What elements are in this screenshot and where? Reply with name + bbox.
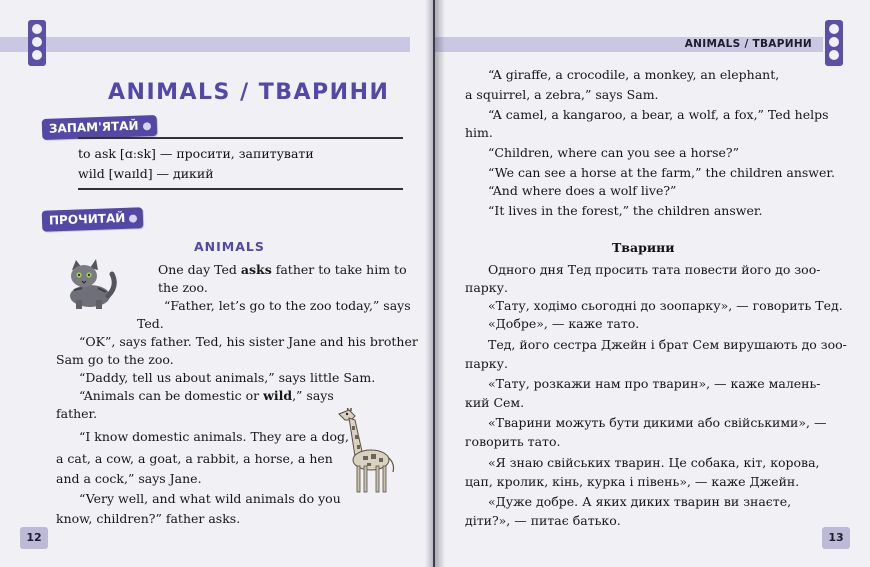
story-line: “It lives in the forest,” the children answer. <box>488 203 763 218</box>
story-line: “Very well, and what wild animals do you <box>79 491 341 506</box>
page-dots-right <box>825 20 843 66</box>
story-line: “Father, let’s go to the zoo today,” says <box>164 298 411 313</box>
header-band-left <box>0 37 410 52</box>
vocab-item: wild [waɪld] — дикий <box>78 166 214 181</box>
translation-line: «Я знаю свійських тварин. Це собака, кіт, корова, <box>488 455 820 470</box>
story-line <box>79 387 334 405</box>
translation-line: парку. <box>465 280 508 295</box>
giraffe-icon <box>333 408 397 494</box>
story-title: ANIMALS <box>194 239 265 254</box>
vocab-item: to ask [ɑːsk] — просити, запитувати <box>78 146 314 161</box>
lesson-title: ANIMALS / ТВАРИНИ <box>108 80 390 105</box>
translation-line: «Тварини можуть бути дикими або свійськими», — <box>488 415 827 430</box>
story-line: “A camel, a kangaroo, a bear, a wolf, a fox,” Ted helps <box>488 107 829 122</box>
story-line: “I know domestic animals. They are a dog, <box>79 429 350 444</box>
story-line: father. <box>56 406 98 421</box>
translation-line: Тед, його сестра Джейн і брат Сем вирушають до зоо- <box>488 337 847 352</box>
page-number-right: 13 <box>822 527 850 549</box>
story-line: “Daddy, tell us about animals,” says little Sam. <box>79 370 376 385</box>
story-line: know, children?” father asks. <box>56 511 241 526</box>
story-line-text: father to take him to <box>271 262 407 277</box>
running-header: ANIMALS / ТВАРИНИ <box>684 38 812 50</box>
left-page <box>0 0 433 567</box>
story-line: “And where does a wolf live?” <box>488 183 677 198</box>
story-line-text: One day Ted <box>158 262 241 277</box>
page-dots-left <box>28 20 46 66</box>
translation-line: Одного дня Тед просить тата повести його до зоо- <box>488 262 821 277</box>
read-tag <box>42 207 144 232</box>
pointer-dot-icon <box>129 214 137 222</box>
translation-title: Тварини <box>612 240 675 255</box>
story-line: a cat, a cow, a goat, a rabbit, a horse, a hen <box>56 451 333 466</box>
story-line: “A giraffe, a crocodile, a monkey, an elephant, <box>488 67 780 82</box>
translation-line: «Добре», — каже тато. <box>488 316 640 331</box>
remember-label: ЗАПАМ'ЯТАЙ <box>48 118 139 136</box>
translation-line: діти?», — питає батько. <box>465 513 621 528</box>
translation-line: говорить тато. <box>465 434 561 449</box>
story-line: “Children, where can you see a horse?” <box>488 145 740 160</box>
cat-icon <box>60 256 118 310</box>
translation-line: кий Сем. <box>465 395 525 410</box>
story-line: “OK”, says father. Ted, his sister Jane and his brother <box>79 334 418 349</box>
story-line <box>158 261 407 279</box>
page-number-left: 12 <box>20 527 48 549</box>
story-line: and a cock,” says Jane. <box>56 471 202 486</box>
book-gutter <box>425 0 445 567</box>
translation-line: парку. <box>465 356 508 371</box>
read-label: ПРОЧИТАЙ <box>48 210 126 228</box>
remember-rule-bottom <box>78 188 403 190</box>
remember-rule-top <box>78 137 403 139</box>
story-line: Sam go to the zoo. <box>56 352 174 367</box>
story-line-text: ,” says <box>292 388 334 403</box>
story-line: him. <box>465 125 493 140</box>
story-keyword: wild <box>263 388 293 403</box>
story-line: “We can see a horse at the farm,” the children answer. <box>488 165 835 180</box>
translation-line: цап, кролик, кінь, курка і півень», — каже Джейн. <box>465 474 800 489</box>
pointer-dot-icon <box>142 122 150 130</box>
story-keyword: asks <box>240 262 272 277</box>
translation-line: «Тату, ходімо сьогодні до зоопарку», — говорить Тед. <box>488 298 843 313</box>
translation-line: «Тату, розкажи нам про тварин», — каже малень- <box>488 376 821 391</box>
story-line: the zoo. <box>158 280 208 295</box>
translation-line: «Дуже добре. А яких диких тварин ви знаєте, <box>488 494 792 509</box>
story-line: Ted. <box>137 316 164 331</box>
story-line-text: “Animals can be domestic or <box>79 388 264 403</box>
story-line: a squirrel, a zebra,” says Sam. <box>465 87 659 102</box>
